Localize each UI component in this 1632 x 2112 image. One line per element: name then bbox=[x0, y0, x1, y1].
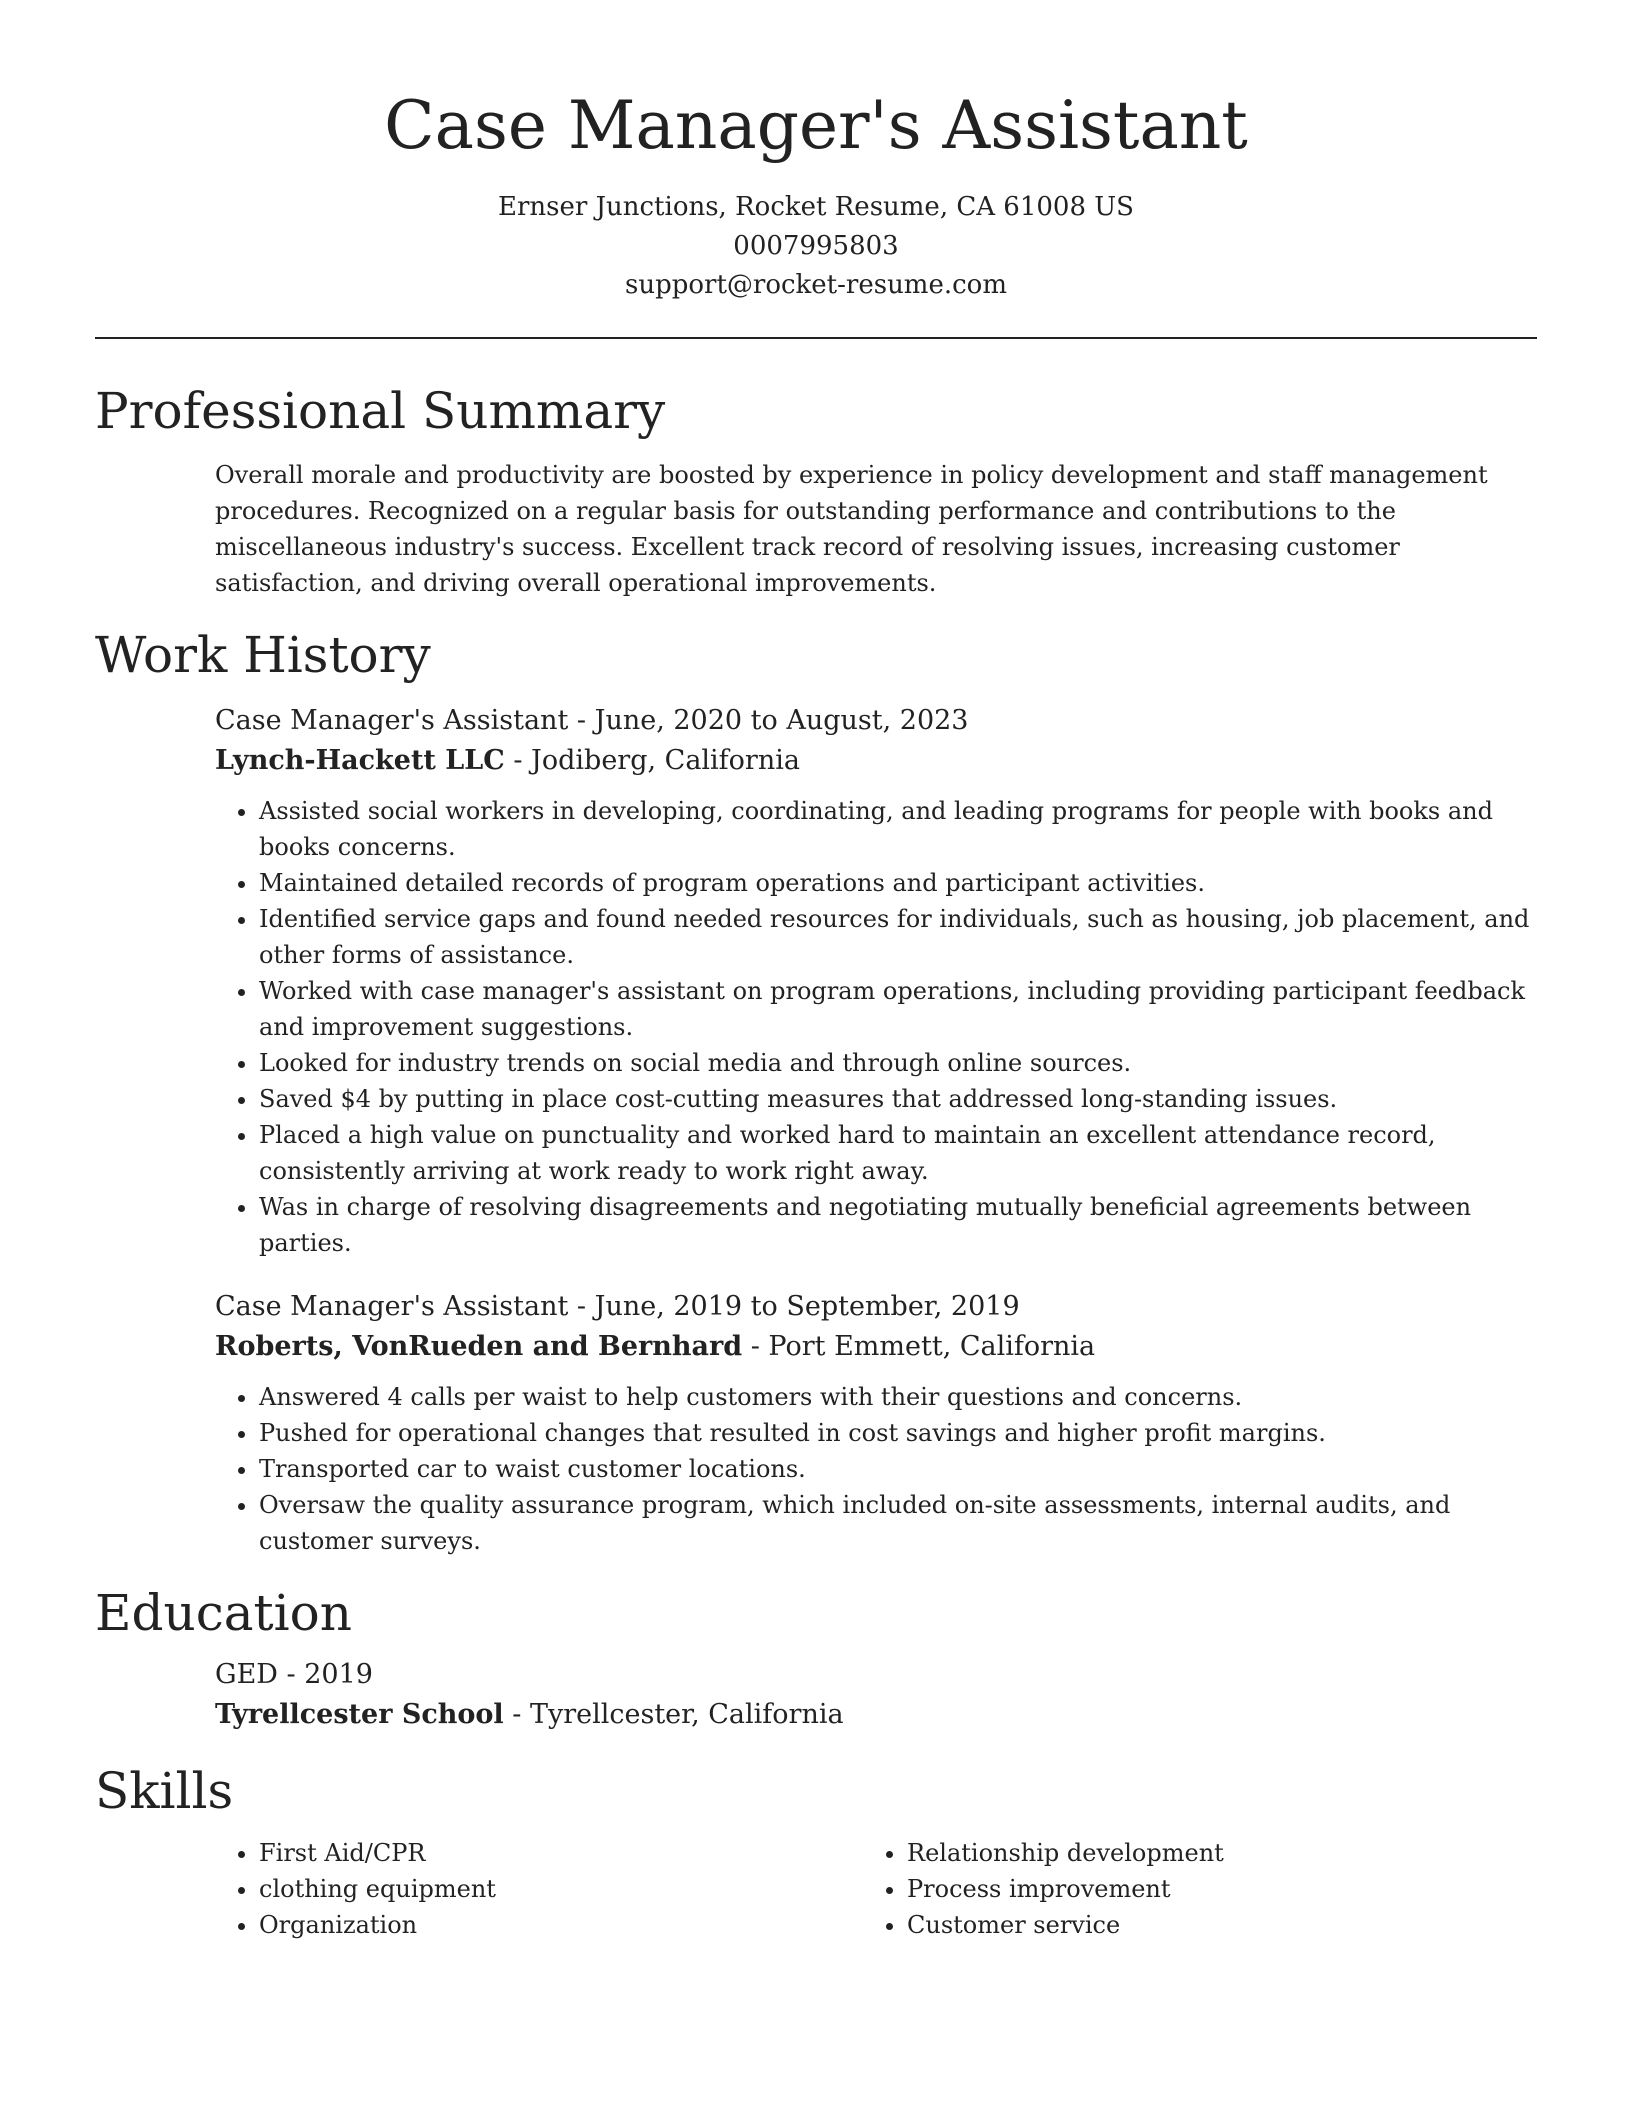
education-entry bbox=[215, 1655, 1537, 1735]
contact-block bbox=[95, 188, 1537, 305]
job-company: Lynch-Hackett LLC bbox=[215, 745, 505, 776]
education-school: Tyrellcester School bbox=[215, 1699, 504, 1730]
skills-title: Skills bbox=[95, 1762, 234, 1820]
summary-section bbox=[95, 379, 1537, 601]
list-item: • Pushed for operational changes that resulted in cost savings and higher profit margins. bbox=[259, 1415, 1537, 1451]
summary-text: Overall morale and productivity are boosted by experience in policy development and staff management procedures. Recognized on a regular basis for outstanding performance and contributions to the miscellaneous industry's success. Excellent track record of resolving issues, increasing customer satisfaction, and driving overall operational improvements. bbox=[215, 461, 1488, 597]
education-section bbox=[95, 1581, 1537, 1735]
job-entry bbox=[215, 1287, 1537, 1559]
list-item: • Assisted social workers in developing, coordinating, and leading programs for people with books and books concerns. bbox=[259, 793, 1537, 865]
education-title: Education bbox=[95, 1584, 352, 1642]
list-item: • Placed a high value on punctuality and worked hard to maintain an excellent attendance record, consistently arriving at work ready to work right away. bbox=[259, 1117, 1537, 1189]
skills-grid bbox=[215, 1835, 1537, 1943]
contact-address: Ernser Junctions, Rocket Resume, CA 61008 US bbox=[498, 192, 1134, 222]
list-item: • Saved $4 by putting in place cost-cutting measures that addressed long-standing issues. bbox=[259, 1081, 1537, 1117]
work-title: Work History bbox=[95, 626, 431, 684]
skill-item: • Customer service bbox=[907, 1907, 1511, 1943]
contact-email: support@rocket-resume.com bbox=[624, 270, 1007, 300]
job-dates: - June, 2019 to September, 2019 bbox=[568, 1291, 1020, 1322]
job-bullets bbox=[215, 1379, 1537, 1559]
skill-item: • Process improvement bbox=[907, 1871, 1511, 1907]
list-item: • Identified service gaps and found needed resources for individuals, such as housing, job placement, and other forms of assistance. bbox=[259, 901, 1537, 973]
job-location: - Port Emmett, California bbox=[742, 1331, 1096, 1362]
skills-list-left bbox=[215, 1835, 863, 1943]
list-item: • Maintained detailed records of program operations and participant activities. bbox=[259, 865, 1537, 901]
contact-phone: 0007995803 bbox=[733, 231, 899, 261]
skills-column-left bbox=[215, 1835, 863, 1943]
list-item: • Transported car to waist customer locations. bbox=[259, 1451, 1537, 1487]
skill-item: • clothing equipment bbox=[259, 1871, 863, 1907]
education-location: - Tyrellcester, California bbox=[503, 1699, 844, 1730]
job-entry bbox=[215, 701, 1537, 1261]
header-divider bbox=[95, 337, 1537, 339]
job-title-line bbox=[215, 1287, 1537, 1327]
education-year: - 2019 bbox=[277, 1659, 373, 1690]
education-degree-line bbox=[215, 1655, 1537, 1695]
skills-section bbox=[95, 1759, 1537, 1943]
list-item: • Worked with case manager's assistant on program operations, including providing participant feedback and improvement suggestions. bbox=[259, 973, 1537, 1045]
job-dates: - June, 2020 to August, 2023 bbox=[568, 705, 969, 736]
job-company-line bbox=[215, 1327, 1537, 1367]
skills-column-right bbox=[863, 1835, 1511, 1943]
skill-item: • First Aid/CPR bbox=[259, 1835, 863, 1871]
summary-body bbox=[215, 457, 1537, 601]
skill-item: • Organization bbox=[259, 1907, 863, 1943]
job-location: - Jodiberg, California bbox=[504, 745, 800, 776]
job-title-line bbox=[215, 701, 1537, 741]
list-item: • Answered 4 calls per waist to help customers with their questions and concerns. bbox=[259, 1379, 1537, 1415]
job-role: Case Manager's Assistant bbox=[215, 1291, 569, 1322]
list-item: • Was in charge of resolving disagreements and negotiating mutually beneficial agreements between parties. bbox=[259, 1189, 1537, 1261]
resume-name: Case Manager's Assistant bbox=[384, 87, 1248, 164]
education-degree: GED bbox=[215, 1659, 278, 1690]
job-role: Case Manager's Assistant bbox=[215, 705, 569, 736]
job-company: Roberts, VonRueden and Bernhard bbox=[215, 1331, 743, 1362]
list-item: • Oversaw the quality assurance program, which included on-site assessments, internal audits, and customer surveys. bbox=[259, 1487, 1537, 1559]
job-bullets bbox=[215, 793, 1537, 1261]
list-item: • Looked for industry trends on social media and through online sources. bbox=[259, 1045, 1537, 1081]
job-company-line bbox=[215, 741, 1537, 781]
summary-title: Professional Summary bbox=[95, 382, 666, 440]
work-section bbox=[95, 623, 1537, 1559]
resume-header bbox=[95, 0, 1537, 305]
skills-list-right bbox=[863, 1835, 1511, 1943]
education-school-line bbox=[215, 1695, 1537, 1735]
skill-item: • Relationship development bbox=[907, 1835, 1511, 1871]
